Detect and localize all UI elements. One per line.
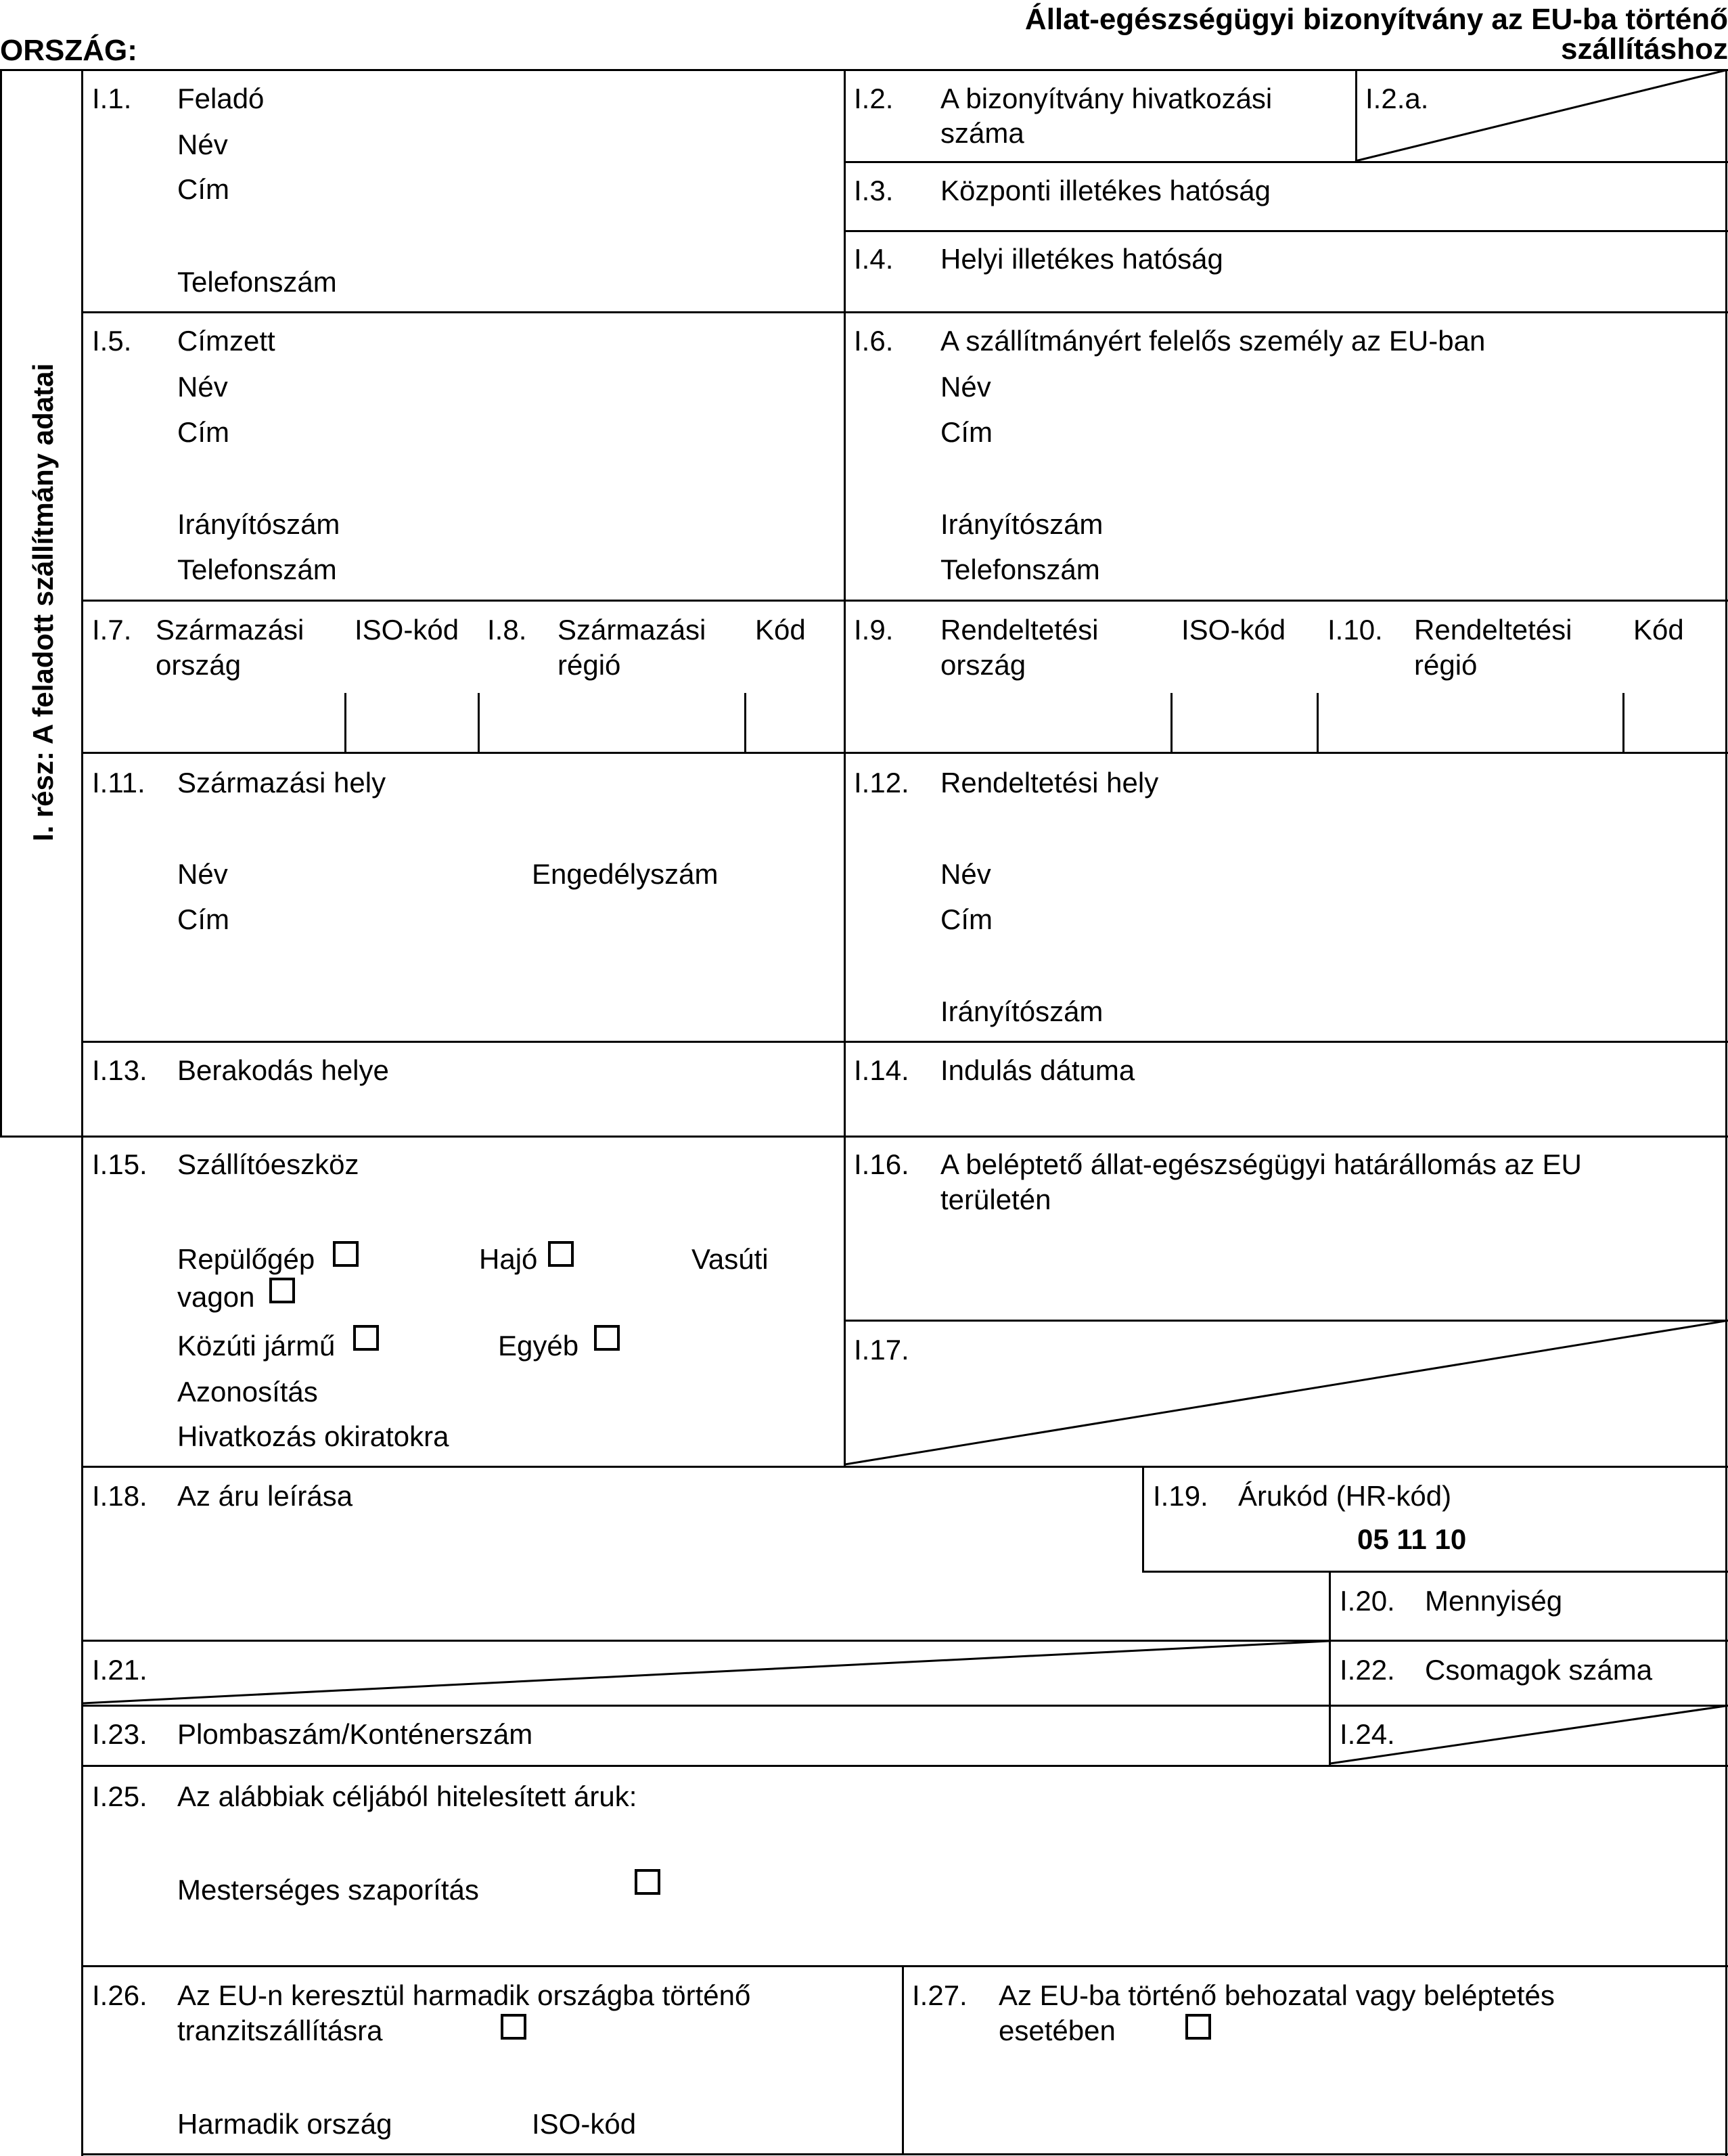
origin-region-code: Kód bbox=[755, 614, 806, 646]
consignor-title: Feladó bbox=[177, 83, 265, 114]
origin-country-line2: ország bbox=[156, 649, 242, 681]
field-number: I.19. bbox=[1153, 1480, 1208, 1512]
field-number: I.22. bbox=[1340, 1654, 1395, 1686]
seal-container-title: Plombaszám/Konténerszám bbox=[177, 1718, 533, 1750]
consignee-name-label: Név bbox=[177, 371, 228, 403]
destination-country-line2: ország bbox=[940, 649, 1026, 681]
field-number: I.17. bbox=[854, 1334, 909, 1366]
destination-country-line1: Rendeltetési bbox=[940, 614, 1099, 646]
origin-place-title: Származási hely bbox=[177, 767, 386, 799]
destination-place-postcode-label: Irányítószám bbox=[940, 995, 1104, 1027]
destination-region-code: Kód bbox=[1633, 614, 1684, 646]
field-number: I.9. bbox=[854, 614, 894, 646]
responsible-address-label: Cím bbox=[940, 416, 993, 448]
responsible-phone-label: Telefonszám bbox=[940, 554, 1100, 585]
field-number: I.16. bbox=[854, 1148, 909, 1180]
origin-country-iso: ISO-kód bbox=[355, 614, 459, 646]
origin-place-name-label: Név bbox=[177, 858, 228, 890]
quantity-title: Mennyiség bbox=[1425, 1585, 1563, 1617]
border-post-title-line2: területén bbox=[940, 1184, 1051, 1215]
field-number: I.8. bbox=[487, 614, 527, 646]
other-checkbox[interactable] bbox=[594, 1325, 620, 1351]
field-number: I.13. bbox=[92, 1054, 147, 1086]
field-number: I.6. bbox=[854, 325, 894, 357]
third-country-label: Harmadik ország bbox=[177, 2108, 392, 2140]
consignee-title: Címzett bbox=[177, 325, 275, 357]
destination-country-iso: ISO-kód bbox=[1181, 614, 1286, 646]
transport-identification-label: Azonosítás bbox=[177, 1376, 318, 1408]
import-title-line2: esetében bbox=[999, 2015, 1116, 2046]
transport-road-label: Közúti jármű bbox=[177, 1330, 336, 1362]
field-number: I.18. bbox=[92, 1480, 147, 1512]
field-number: I.25. bbox=[92, 1780, 147, 1812]
transit-checkbox[interactable] bbox=[501, 2014, 526, 2040]
responsible-person-title: A szállítmányért felelős személy az EU-ban bbox=[940, 325, 1486, 357]
consignee-postcode-label: Irányítószám bbox=[177, 508, 340, 540]
consignor-address-label: Cím bbox=[177, 173, 229, 205]
origin-place-address-label: Cím bbox=[177, 903, 229, 935]
certificate-title-line2: szállításhoz bbox=[1561, 32, 1728, 66]
responsible-name-label: Név bbox=[940, 371, 991, 403]
plane-checkbox[interactable] bbox=[333, 1241, 359, 1267]
transport-rail-label-line1: Vasúti bbox=[691, 1243, 769, 1275]
packages-title: Csomagok száma bbox=[1425, 1654, 1653, 1686]
field-number: I.27. bbox=[912, 1979, 968, 2011]
departure-date-title: Indulás dátuma bbox=[940, 1054, 1135, 1086]
consignee-phone-label: Telefonszám bbox=[177, 554, 337, 585]
certified-goods-title: Az alábbiak céljából hitelesített áruk: bbox=[177, 1780, 637, 1812]
part-label: I. rész: A feladott szállítmány adatai bbox=[27, 363, 59, 842]
road-checkbox[interactable] bbox=[353, 1325, 379, 1351]
field-number: I.15. bbox=[92, 1148, 147, 1180]
field-number: I.12. bbox=[854, 767, 909, 799]
artificial-reproduction-checkbox[interactable] bbox=[635, 1869, 660, 1895]
country-label: ORSZÁG: bbox=[0, 34, 137, 67]
reference-title-line2: száma bbox=[940, 117, 1024, 149]
central-authority-title: Központi illetékes hatóság bbox=[940, 175, 1271, 206]
responsible-postcode-label: Irányítószám bbox=[940, 508, 1104, 540]
origin-region-line2: régió bbox=[558, 649, 621, 681]
destination-region-line1: Rendeltetési bbox=[1414, 614, 1572, 646]
transit-title-line1: Az EU-n keresztül harmadik országba történő bbox=[177, 1979, 751, 2011]
ship-checkbox[interactable] bbox=[548, 1241, 574, 1267]
artificial-reproduction-label: Mesterséges szaporítás bbox=[177, 1874, 479, 1906]
field-number: I.3. bbox=[854, 175, 894, 206]
consignee-address-label: Cím bbox=[177, 416, 229, 448]
transport-rail-label-line2: vagon bbox=[177, 1281, 255, 1313]
field-number: I.5. bbox=[92, 325, 132, 357]
certificate-title-line1: Állat-egészségügyi bizonyítvány az EU-ba történő bbox=[1024, 3, 1728, 36]
third-country-iso-label: ISO-kód bbox=[532, 2108, 637, 2140]
field-number: I.21. bbox=[92, 1654, 147, 1686]
field-number: I.26. bbox=[92, 1979, 147, 2011]
destination-region-line2: régió bbox=[1414, 649, 1478, 681]
commodity-code-value: 05 11 10 bbox=[1357, 1523, 1467, 1555]
goods-description-title: Az áru leírása bbox=[177, 1480, 353, 1512]
import-checkbox[interactable] bbox=[1185, 2014, 1211, 2040]
reference-title-line1: A bizonyítvány hivatkozási bbox=[940, 83, 1273, 114]
field-number: I.1. bbox=[92, 83, 132, 114]
rail-checkbox[interactable] bbox=[269, 1278, 295, 1303]
consignor-name-label: Név bbox=[177, 129, 228, 160]
field-number: I.7. bbox=[92, 614, 132, 646]
destination-place-title: Rendeltetési hely bbox=[940, 767, 1159, 799]
transit-title-line2: tranzitszállításra bbox=[177, 2015, 383, 2046]
field-number: I.2.a. bbox=[1365, 83, 1429, 114]
destination-place-name-label: Név bbox=[940, 858, 991, 890]
field-number: I.2. bbox=[854, 83, 894, 114]
commodity-code-title: Árukód (HR-kód) bbox=[1238, 1480, 1452, 1512]
import-title-line1: Az EU-ba történő behozatal vagy beléptetés bbox=[999, 1979, 1555, 2011]
field-number: I.10. bbox=[1327, 614, 1383, 646]
field-number: I.20. bbox=[1340, 1585, 1395, 1617]
transport-doc-ref-label: Hivatkozás okiratokra bbox=[177, 1420, 449, 1452]
diagonal-i21 bbox=[83, 1641, 1329, 1703]
consignor-phone-label: Telefonszám bbox=[177, 266, 337, 298]
field-number: I.23. bbox=[92, 1718, 147, 1750]
transport-plane-label: Repülőgép bbox=[177, 1243, 315, 1275]
origin-country-line1: Származási bbox=[156, 614, 304, 646]
diagonal-i17 bbox=[845, 1321, 1725, 1464]
border-post-title-line1: A beléptető állat-egészségügyi határállomás az EU bbox=[940, 1148, 1582, 1180]
field-number: I.24. bbox=[1340, 1718, 1395, 1750]
transport-title: Szállítóeszköz bbox=[177, 1148, 359, 1180]
field-number: I.4. bbox=[854, 243, 894, 275]
field-number: I.14. bbox=[854, 1054, 909, 1086]
field-number: I.11. bbox=[92, 767, 145, 799]
origin-place-permit-label: Engedélyszám bbox=[532, 858, 719, 890]
transport-ship-label: Hajó bbox=[479, 1243, 538, 1275]
loading-place-title: Berakodás helye bbox=[177, 1054, 389, 1086]
local-authority-title: Helyi illetékes hatóság bbox=[940, 243, 1223, 275]
origin-region-line1: Származási bbox=[558, 614, 706, 646]
destination-place-address-label: Cím bbox=[940, 903, 993, 935]
transport-other-label: Egyéb bbox=[498, 1330, 579, 1362]
